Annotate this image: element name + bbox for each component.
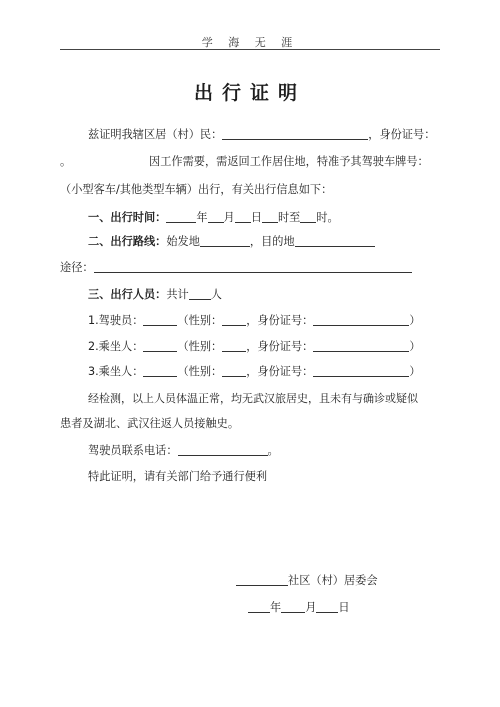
- signature-date-line: [248, 599, 350, 615]
- person-row-2: [88, 338, 421, 354]
- driver-phone-label: 驾驶员联系电话：: [88, 444, 178, 457]
- driver-phone-line: [88, 442, 279, 458]
- person-id-label: ，身份证号：: [246, 365, 314, 378]
- travelers-unit-label: 人: [210, 288, 222, 301]
- travel-start-hour-blank[interactable]: [262, 210, 278, 223]
- person-gender-blank[interactable]: [222, 339, 246, 352]
- sign-month-blank[interactable]: [281, 600, 305, 613]
- intro-line-3: （小型客车/其他类型车辆）出行，有关出行信息如下：: [60, 183, 333, 196]
- section-travelers: [88, 286, 222, 302]
- travel-year-blank[interactable]: [166, 210, 196, 223]
- travel-hour-label: 时。: [316, 211, 339, 224]
- person-label: 1.驾驶员：: [88, 314, 144, 327]
- driver-phone-blank[interactable]: [178, 443, 268, 456]
- destination-label: ，目的地: [249, 235, 295, 248]
- travel-time-heading: 一、出行时间：: [88, 211, 167, 224]
- person-id-label: ，身份证号：: [246, 340, 314, 353]
- person-close: ）: [409, 340, 421, 353]
- document-title: 出行证明: [193, 82, 306, 104]
- person-gender-blank[interactable]: [222, 364, 246, 377]
- closing-statement: 特此证明，请有关部门给予通行便利: [88, 470, 268, 483]
- destination-blank[interactable]: [295, 234, 375, 247]
- signature-org: 社区（村）居委会: [288, 574, 378, 587]
- travel-year-label: 年: [196, 211, 208, 224]
- travel-month-blank[interactable]: [208, 210, 224, 223]
- intro-line-1: [88, 126, 435, 142]
- person-gender-blank[interactable]: [222, 313, 246, 326]
- travelers-count-blank[interactable]: [189, 287, 211, 300]
- signature-org-line: [236, 572, 378, 588]
- travelers-heading: 三、出行人员：: [88, 288, 167, 301]
- route-heading: 二、出行路线：: [88, 235, 167, 248]
- section-travel-time: [88, 209, 339, 225]
- travel-day-blank[interactable]: [235, 210, 251, 223]
- person-label: 2.乘坐人：: [88, 340, 144, 353]
- person-close: ）: [409, 365, 421, 378]
- header-divider: [60, 49, 440, 50]
- person-name-blank[interactable]: [143, 313, 177, 326]
- intro-prefix: 兹证明我辖区居（村）民：: [88, 128, 223, 141]
- travel-day-label: 日: [250, 211, 262, 224]
- intro-line-2: 因工作需要，需返回工作居住地，特准予其驾驶车牌号：: [149, 155, 429, 168]
- person-label: 3.乘坐人：: [88, 365, 144, 378]
- section-route: [88, 233, 375, 249]
- sign-day-blank[interactable]: [316, 600, 338, 613]
- person-name-blank[interactable]: [143, 364, 177, 377]
- person-gender-label: （性别：: [177, 365, 223, 378]
- travel-end-hour-blank[interactable]: [300, 210, 316, 223]
- community-name-blank[interactable]: [236, 573, 288, 586]
- person-gender-label: （性别：: [177, 340, 223, 353]
- person-row-3: [88, 363, 421, 379]
- travel-to-label: 时至: [277, 211, 301, 224]
- health-check-line-2: 患者及湖北、武汉往返人员接触史。: [60, 417, 240, 430]
- driver-phone-end: 。: [267, 444, 279, 457]
- person-row-1: [88, 312, 421, 328]
- route-via-label: 途径：: [60, 261, 94, 274]
- person-id-blank[interactable]: [313, 364, 409, 377]
- person-close: ）: [409, 314, 421, 327]
- health-check-line-1: 经检测，以上人员体温正常，均无武汉旅居史，且未有与确诊或疑似: [88, 392, 418, 405]
- person-id-label: ，身份证号：: [246, 314, 314, 327]
- sign-day-label: 日: [338, 601, 350, 614]
- sign-year-label: 年: [270, 601, 282, 614]
- person-id-blank[interactable]: [313, 339, 409, 352]
- travel-month-label: 月: [223, 211, 235, 224]
- person-id-blank[interactable]: [313, 313, 409, 326]
- origin-blank[interactable]: [200, 234, 250, 247]
- route-via-blank[interactable]: [94, 260, 412, 273]
- route-via-line: [60, 259, 412, 275]
- person-gender-label: （性别：: [177, 314, 223, 327]
- sign-month-label: 月: [305, 601, 317, 614]
- travelers-total-label: 共计: [166, 288, 189, 301]
- intro-id-label: ，身份证号：: [368, 128, 436, 141]
- person-name-blank[interactable]: [143, 339, 177, 352]
- origin-label: 始发地: [166, 235, 200, 248]
- intro-line-2-start: 。: [60, 155, 72, 168]
- page-header-title: 学 海 无 涯: [201, 36, 299, 49]
- resident-name-blank[interactable]: [222, 127, 368, 140]
- sign-year-blank[interactable]: [248, 600, 270, 613]
